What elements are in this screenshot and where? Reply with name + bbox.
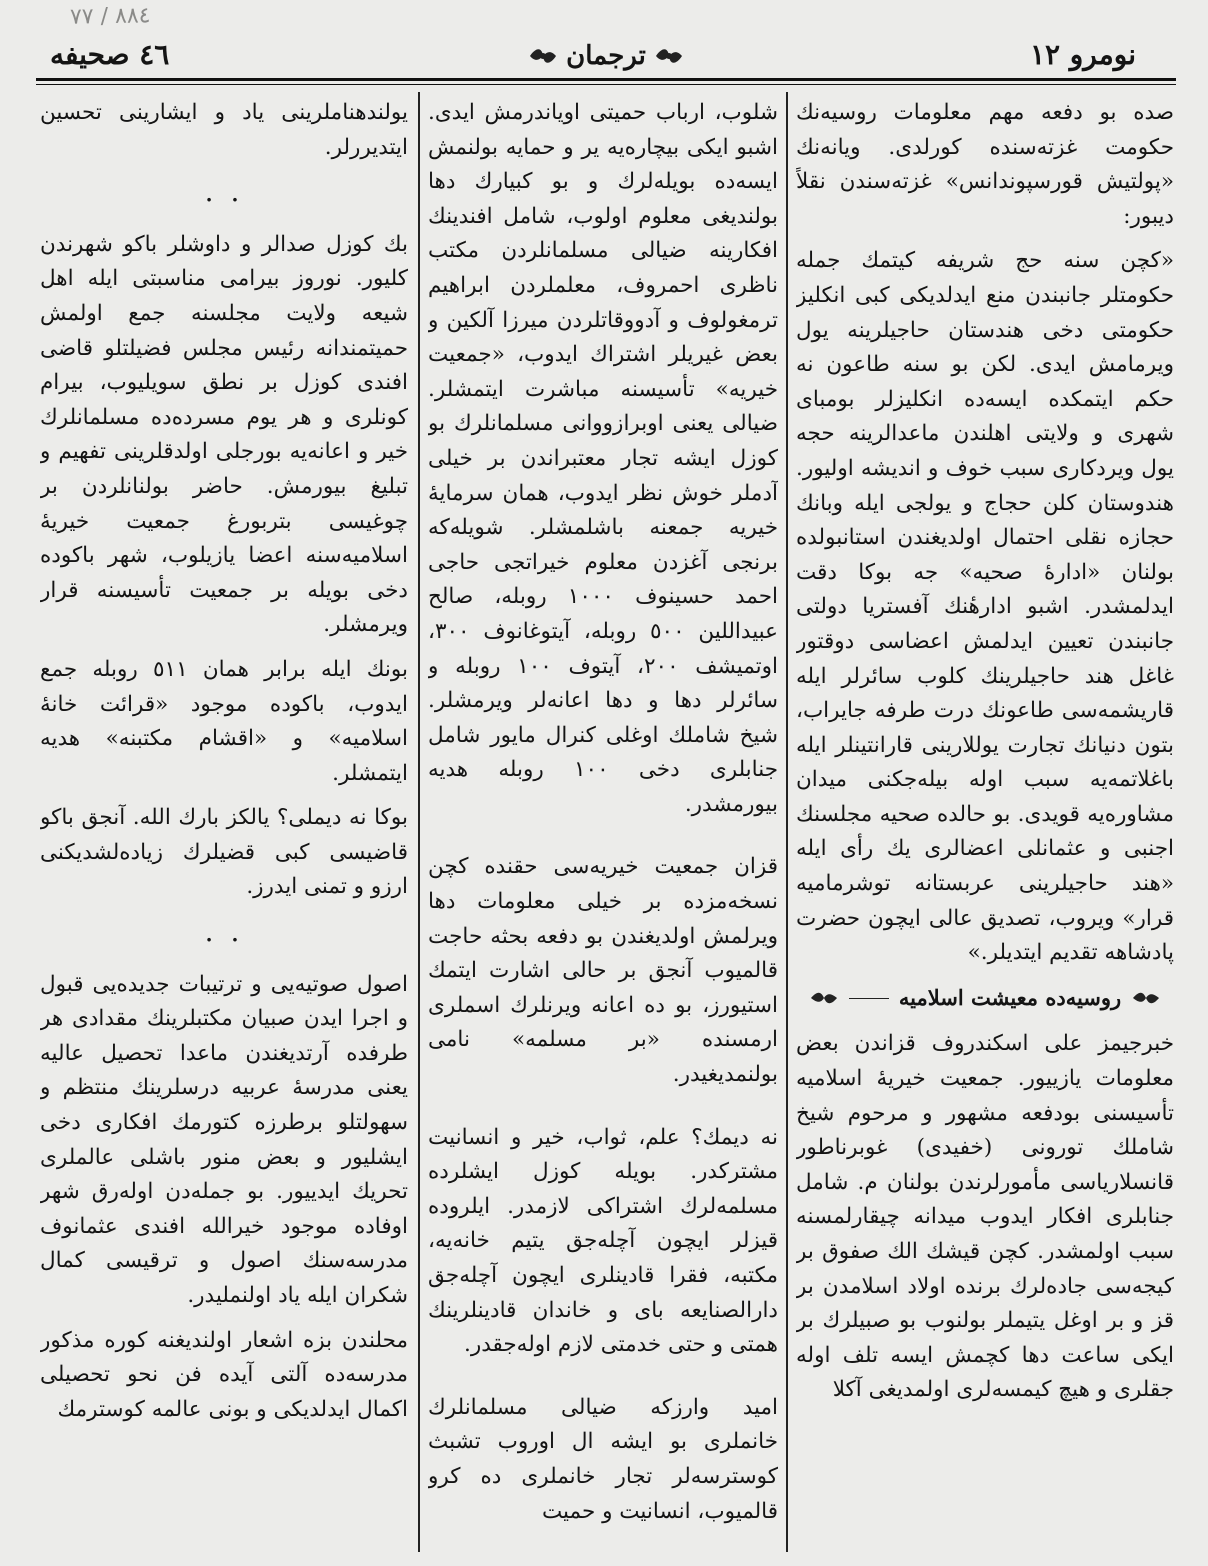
- manuscript-number: ٨٨٤ / ٧٧: [69, 3, 151, 30]
- column-divider: [786, 92, 788, 1552]
- newspaper-title: ترجمان: [566, 41, 646, 71]
- masthead: [36, 36, 1176, 80]
- section-title: روسیه‌ده معیشت اسلامیه: [898, 984, 1122, 1010]
- header-rule: [36, 78, 1176, 81]
- paragraph: نه دیمك؟ علم، ثواب، خیر و انسانیت مشتركدر. بویله كوزل ایشلرده مسلمه‌لرك اشتراكی لازمدر. ایلروده قیزلر ایچون آچله‌جق یتیم خانه‌یه، مكتبه، فقرا قادینلری ایچون آچله‌جق دارالصنایعه بای و خاندان قادینلرینك همتی و حتی خدمتی لازم اوله‌جقدر.: [428, 1124, 778, 1358]
- issue-number: نومرو ١٢: [1029, 38, 1136, 71]
- ornament-icon: [528, 45, 558, 67]
- separator-dots: . .: [204, 915, 244, 949]
- section-heading: [796, 981, 1174, 1016]
- paragraph: قزان جمعیت خیریه‌سی حقنده كچن نسخه‌مزده بر خیلی معلومات دها ویرلمش اولدیغندن بو دفعه بحثه حاجت قالمیوب آنجق بر حالی اشارت ایتمك استیورز، بو ده اعانه ویرنلرك اسملری ارمسنده «بر مسلمه» نامی بولنمدیغیدر.: [428, 854, 778, 1088]
- ornament-icon: [654, 45, 684, 67]
- paragraph: صده بو دفعه مهم معلومات روسیه‌نك حكومت غزته‌سنده كورلدی. ویانه‌نك «پولتیش قورسپوندانس» غزته‌سندن نقلاً دیبور:: [796, 100, 1174, 229]
- paragraph: «كچن سنه حج شریفه كیتمك جمله حكومتلر جانبندن منع ایدلدیكی كبی انكلیز حكومتی دخی هندستان حاجیلرینه یول ویرمامش ایدی. لكن بو سنه طاعون نه حكم ایتمكده ایسه‌ده انكلیزلر بومبای شهری و ولایتی اهلندن ماعدالرینه حجه یول ویردكاری سبب خوف و اندیشه اولیور. هندوستان كلن حجاج و یولجی ایله وبانك حجازه نقلی احتمال اولدیغندن استانبولده بولنان «ادارهٔ صحیه» جه بوكا دقت ایدلمشدر. اشبو ادارهٔنك آفستریا دولتی جانبندن تعیین ایدلمش اعضاسی دوقتور غاغل هند حاجیلرینك كلوب سائرلر ایله قاریشمه‌سی طاعونك درت طرفه جایراب، بتون دنیانك تجارت یوللارینی قارانتینلر ایله باغلاتمه‌یه سبب اوله بیله‌جكنی میدان مشاوره‌یه قویدی. بو حالده صحیه مجلسنك اجنبی و عثمانلی اعضالری یك رأی ایله «هند حاجیلرینی عربستانه توشرمامیه قرار» ویروب، تصدیق عالی ایچون حضرت پادشاهه تقدیم ایتدیلر.»: [796, 248, 1174, 966]
- column-right: [796, 96, 1174, 1546]
- page-number: ٤٦ صحيفه: [50, 38, 170, 71]
- paragraph: خبرجیمز علی اسكندروف قزاندن بعض معلومات یازییور. جمعیت خیریهٔ اسلامیه تأسیسنی بودفعه مشهور و مرحوم شیخ شاملك تورونی (خفیدی) غوبرناطور قانسلاریاسی مأمورلرندن بولنان م. شامل جنابلری افكار ایدوب میدانه چیقارلمسنه سبب اولمشدر. كچن قیشك الك صفوق بر كیجه‌سی جاده‌لرك برنده اولاد اسلامدن بر قز و بر اوغل یتیملر بولنوب بو صبیلرك بر ایكی ساعت دها كچمش ایسه تلف اوله جقلری و هیچ كیمسه‌لری اولمدیغی آكلا: [796, 1031, 1174, 1403]
- paragraph: بونك ایله برابر همان ٥١١ روبله جمع ایدوب، باكوده موجود «قرائت خانهٔ اسلامیه» و «اقشام مكتبنه» هدیه ایتمشلر.: [40, 656, 408, 786]
- paragraph: بك كوزل صدالر و داوشلر باكو شهرندن كلیور. نوروز بیرامی مناسبتی ایله اهل شیعه ولایت مجلسنه جمع اولمش حمیتمندانه رئیس مجلس فضیلتلو قاضی افندی كوزل بر نطق سویلیوب، بیرام كونلری و هر یوم مسرده‌ده مسلمانلرك خیر و اعانه‌یه بورجلی اولدقلرینی تفهیم و تبلیغ بیورمش. حاضر بولنانلردن بر چوغیسی بتربورغ جمعیت خیریهٔ اسلامیه‌سنه اعضا یازیلوب، شهر باكوده دخی بویله بر جمعیت تأسیسنه قرار ویرمشلر.: [40, 231, 408, 638]
- column-middle: [428, 96, 778, 1546]
- section-rule: [849, 998, 889, 999]
- paragraph: یولندهناملرینی یاد و ایشارینی تحسین ایتدیررلر.: [40, 100, 408, 160]
- paragraph: بوكا نه دیملی؟ یالكز بارك الله. آنجق باكو قاضیسی كبی قضیلرك زیاده‌لشدیكنی ارزو و تمنی ایدرز.: [40, 805, 408, 900]
- ornament-icon: [1131, 987, 1161, 1009]
- column-divider: [418, 92, 420, 1552]
- title-block: [516, 36, 696, 76]
- paragraph: امید وارزكه ضیالی مسلمانلرك خانملری بو ایشه ال اوروب تشبث كوسترسه‌لر تجار خانملری ده كرو قالمیوب، انسانیت و حمیت: [428, 1394, 778, 1524]
- column-left: [40, 96, 408, 1546]
- paragraph: شلوب، ارباب حمیتی اویاندرمش ایدی. اشبو ایكی بیچاره‌یه یر و حمایه بولنمش ایسه‌ده بویله‌لرك و بو كبیارك دها بولندیغی معلوم اولوب، شامل افندینك افكارینه ضیالی مسلمانلردن مكتب ناظری احمروف، معلملردن ابراهیم ترمغولوف و آدووقاتلردن میرزا آلكین و بعض غیریلر اشتراك ایدوب، «جمعیت خیریه» تأسیسنه مباشرت ایتمشلر. ضیالی یعنی اوبرازووانی مسلمانلرك بو كوزل ایشه تجار معتبراندن بر خیلی آدملر خوش نظر ایدوب، همان سرمایهٔ خیریه جمعنه باشلمشلر. شویله‌كه برنجی آغزدن معلوم خیراتجی حاجی احمد حسینوف ١٠٠٠ روبله، صالح عبیداللین ٥٠٠ روبله، آیتوغانوف ٣٠٠، اوتمیشف ٢٠٠، آیتوف ١٠٠ روبله و سائرلر دها و دها اعانه‌لر ویرمشلر. شیخ شاملك اوغلی كنرال مایور شامل جنابلری دخی ١٠٠ روبله هدیه بیورمشدر.: [428, 100, 778, 817]
- paragraph: اصول صوتیه‌یی و ترتیبات جدیده‌یی قبول و اجرا ایدن صبیان مكتبلرینك مقدادی هر طرفده آرتدیغندن ماعدا تحصیل عالیه یعنی مدرسهٔ عربیه درسلرینك منتظم و سهولتلو برطرزه كتورمك افكاری دخی ایشلیور و بعض منور باشلی عالملری تحریك ایدییور. بو جمله‌دن اولەرق شهر اوفاده موجود خیرالله افندی عثمانوف مدرسه‌سنك اصول و ترقیسی كمال شكران ایله یاد اولنملیدر.: [40, 971, 408, 1308]
- paragraph: محلندن بزه اشعار اولندیغنه كوره مذكور مدرسه‌ده آلتی آیده فن نحو تحصیلی اكمال ایدلدیكی و بونی عالمه كوسترمك: [40, 1327, 408, 1422]
- separator-dots: . .: [204, 175, 244, 209]
- header-rule-thin: [36, 84, 1176, 85]
- ornament-icon: [809, 987, 839, 1009]
